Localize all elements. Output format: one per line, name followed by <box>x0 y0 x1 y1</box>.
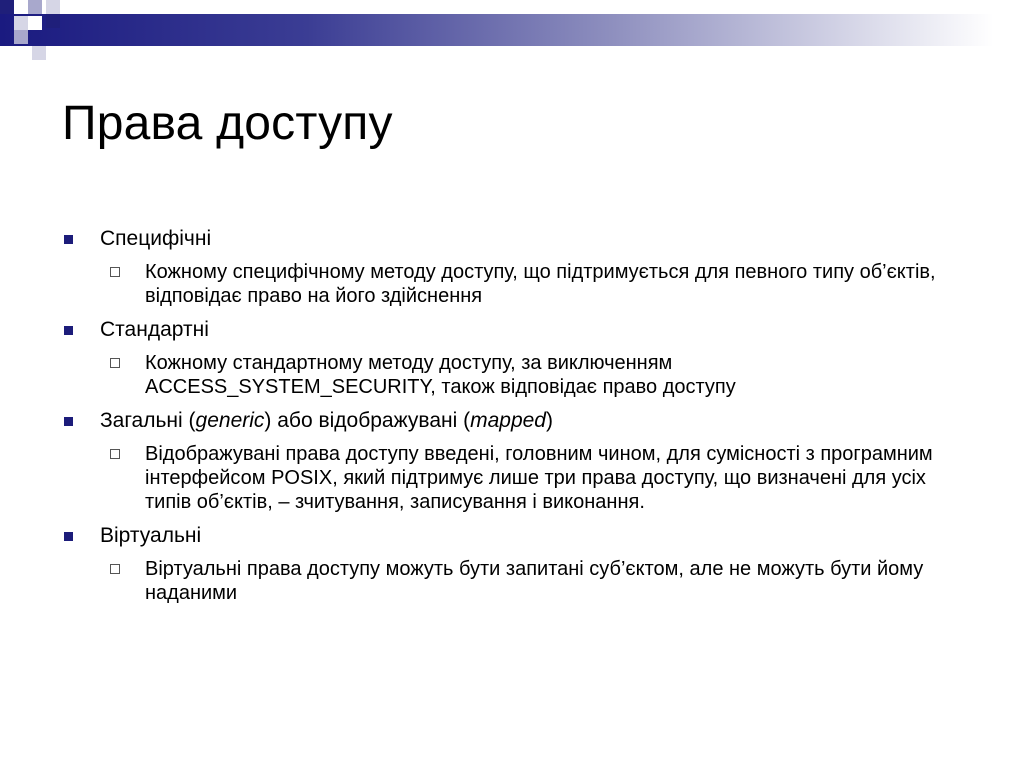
filled-square-bullet-icon <box>64 532 73 541</box>
sub-list-item-text: Віртуальні права доступу можуть бути запитані суб’єктом, але не можуть бути йому наданими <box>145 558 924 604</box>
decor-square-icon <box>46 0 60 14</box>
filled-square-bullet-icon <box>64 326 73 335</box>
label-text: ) або відображувані ( <box>264 409 471 432</box>
outline-square-bullet-icon <box>110 564 120 574</box>
generic-term: generic <box>195 409 265 432</box>
outline-square-bullet-icon <box>110 449 120 459</box>
label-text: Загальні ( <box>100 409 196 432</box>
list-item <box>62 226 962 308</box>
sub-list-item-text: Кожному стандартному методу доступу, за виключенням ACCESS_SYSTEM_SECURITY, також відповідає право доступу <box>145 352 736 398</box>
decor-square-icon <box>14 30 28 44</box>
label-text: ) <box>545 409 553 432</box>
list-item <box>62 523 962 605</box>
sub-list-item <box>62 557 962 605</box>
decor-square-icon <box>46 14 60 28</box>
sub-list-item <box>62 260 962 308</box>
list-item <box>62 408 962 514</box>
outline-square-bullet-icon <box>110 358 120 368</box>
decor-square-icon <box>28 16 42 30</box>
list-item-label: Стандартні <box>100 318 209 341</box>
list-item-label: Специфічні <box>100 227 212 250</box>
sub-list-item <box>62 351 962 399</box>
sub-list-item-text: Відображувані права доступу введені, головним чином, для сумісності з програмним інтерфейсом POSIX, який підтримує лише три права доступу, що визначені для усіх типів об’єктів, – зчитування, записування і виконання. <box>145 443 933 513</box>
list-item-label: Віртуальні <box>100 524 202 547</box>
list-item <box>62 317 962 399</box>
decor-square-icon <box>28 0 42 14</box>
sub-list-item <box>62 442 962 514</box>
outline-square-bullet-icon <box>110 267 120 277</box>
decor-square-icon <box>14 16 28 30</box>
slide-title: Права доступу <box>62 97 393 150</box>
decor-square-icon <box>14 0 28 14</box>
decor-square-icon <box>32 46 46 60</box>
filled-square-bullet-icon <box>64 235 73 244</box>
sub-list-item-text: Кожному специфічному методу доступу, що підтримується для певного типу об’єктів, відповідає право на його здійснення <box>145 261 936 307</box>
mapped-term: mapped <box>470 409 546 432</box>
decor-square-icon <box>0 0 14 14</box>
header-gradient-bar <box>0 14 1024 46</box>
filled-square-bullet-icon <box>64 417 73 426</box>
list-item-label <box>100 409 553 432</box>
bullet-list <box>62 226 962 605</box>
